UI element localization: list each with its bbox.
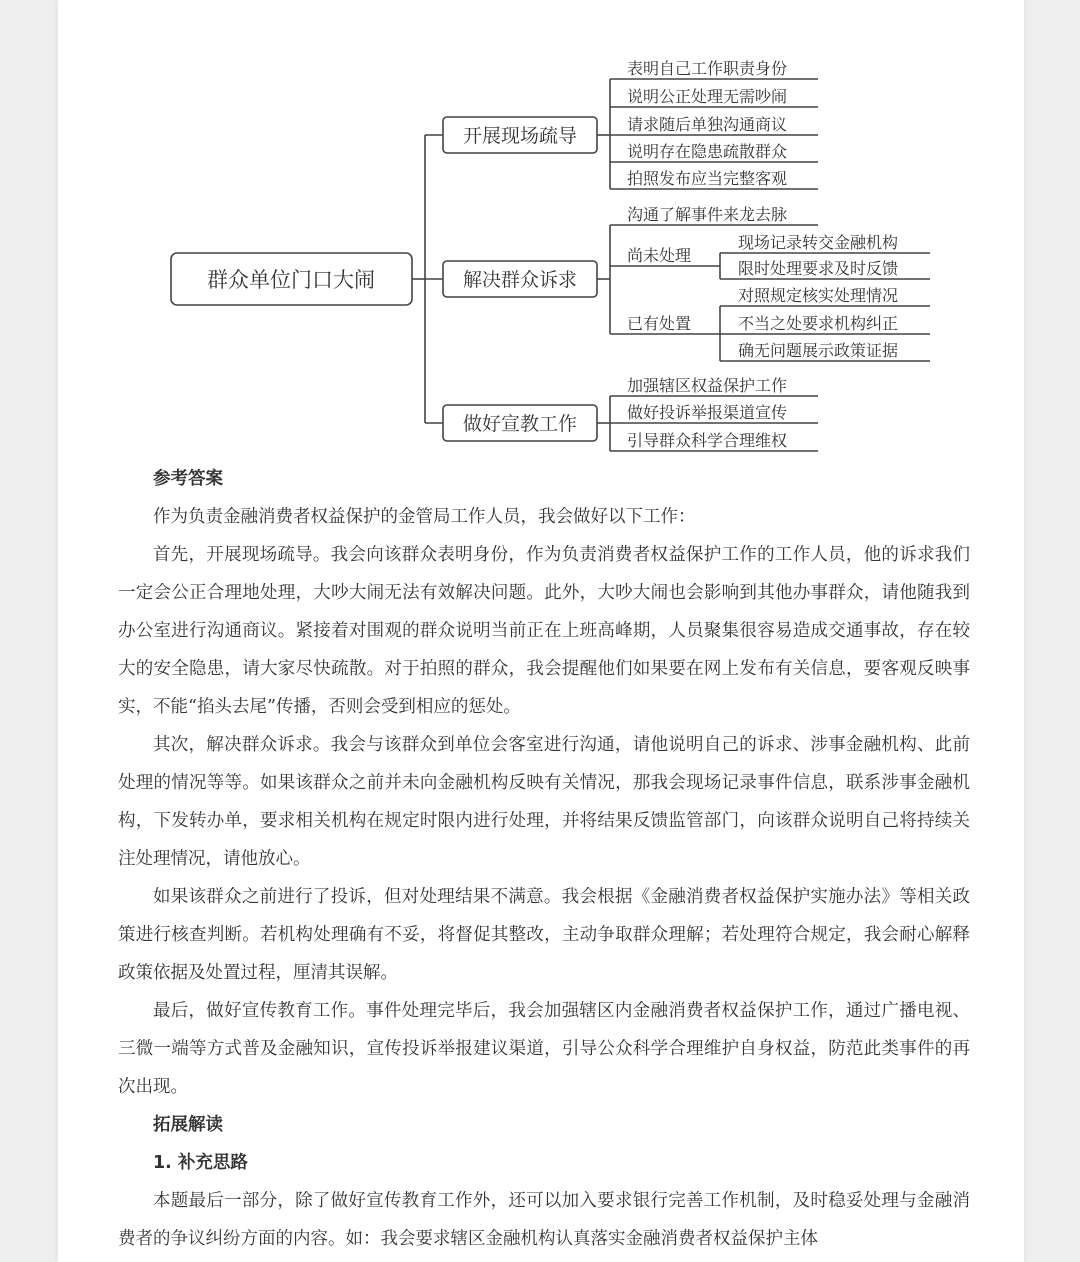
article-body xyxy=(118,460,970,1258)
leaf-2-3: 限时处理要求及时反馈 xyxy=(738,259,899,278)
mindmap-root: 群众单位门口大闹 xyxy=(207,268,375,292)
branch-1-label: 开展现场疏导 xyxy=(462,125,578,147)
paragraph-intro: 作为负责金融消费者权益保护的金管局工作人员，我会做好以下工作： xyxy=(153,507,696,527)
leaf-2-2: 现场记录转交金融机构 xyxy=(738,233,899,252)
answer-heading: 参考答案 xyxy=(153,469,223,489)
branch-2-label: 解决群众诉求 xyxy=(462,269,578,291)
leaf-1-2: 说明公正处理无需吵闹 xyxy=(627,87,788,106)
sub-untreated-label: 尚未处理 xyxy=(627,246,692,265)
leaf-1-5: 拍照发布应当完整客观 xyxy=(627,169,788,188)
leaf-3-1: 加强辖区权益保护工作 xyxy=(627,376,788,395)
paragraph-last: 本题最后一部分，除了做好宣传教育工作外，还可以加入要求银行完善工作机制，及时稳妥处理与金融消费者的争议纠纷方面的内容。如：我会要求辖区金融机构认真落实金融消费者权益保护主体 xyxy=(118,1191,970,1249)
mind-map xyxy=(0,0,1080,460)
leaf-1-3: 请求随后单独沟通商议 xyxy=(627,115,788,134)
leaf-2-6: 确无问题展示政策证据 xyxy=(738,341,899,360)
paragraph-third: 如果该群众之前进行了投诉，但对处理结果不满意。我会根据《金融消费者权益保护实施办法》等相关政策进行核查判断。若机构处理确有不妥，将督促其整改，主动争取群众理解；若处理符合规定，我会耐心解释政策依据及处置过程，厘清其误解。 xyxy=(118,887,970,983)
leaf-2-5: 不当之处要求机构纠正 xyxy=(738,314,899,333)
leaf-3-3: 引导群众科学合理维权 xyxy=(627,431,788,450)
leaf-2-4: 对照规定核实处理情况 xyxy=(738,286,899,305)
paragraph-fourth: 最后，做好宣传教育工作。事件处理完毕后，我会加强辖区内金融消费者权益保护工作，通过广播电视、三微一端等方式普及金融知识，宣传投诉举报建议渠道，引导公众科学合理维护自身权益，防范此类事件的再次出现。 xyxy=(118,1001,970,1097)
leaf-1-1: 表明自己工作职责身份 xyxy=(627,59,788,78)
leaf-2-1: 沟通了解事件来龙去脉 xyxy=(627,205,788,224)
leaf-3-2: 做好投诉举报渠道宣传 xyxy=(627,403,788,422)
sub-handled-label: 已有处置 xyxy=(627,314,692,333)
extension-heading: 拓展解读 xyxy=(153,1115,223,1135)
paragraph-second: 其次，解决群众诉求。我会与该群众到单位会客室进行沟通，请他说明自己的诉求、涉事金融机构、此前处理的情况等等。如果该群众之前并未向金融机构反映有关情况，那我会现场记录事件信息，联系涉事金融机构，下发转办单，要求相关机构在规定时限内进行处理，并将结果反馈监管部门，向该群众说明自己将持续关注处理情况，请他放心。 xyxy=(118,735,970,869)
leaf-1-4: 说明存在隐患疏散群众 xyxy=(627,142,788,161)
sub-heading: 1. 补充思路 xyxy=(153,1153,248,1173)
paragraph-first: 首先，开展现场疏导。我会向该群众表明身份，作为负责消费者权益保护工作的工作人员，他的诉求我们一定会公正合理地处理，大吵大闹无法有效解决问题。此外，大吵大闹也会影响到其他办事群众，请他随我到办公室进行沟通商议。紧接着对围观的群众说明当前正在上班高峰期，人员聚集很容易造成交通事故，存在较大的安全隐患，请大家尽快疏散。对于拍照的群众，我会提醒他们如果要在网上发布有关信息，要客观反映事实，不能“掐头去尾”传播，否则会受到相应的惩处。 xyxy=(118,545,970,717)
branch-3-label: 做好宣教工作 xyxy=(462,413,578,435)
